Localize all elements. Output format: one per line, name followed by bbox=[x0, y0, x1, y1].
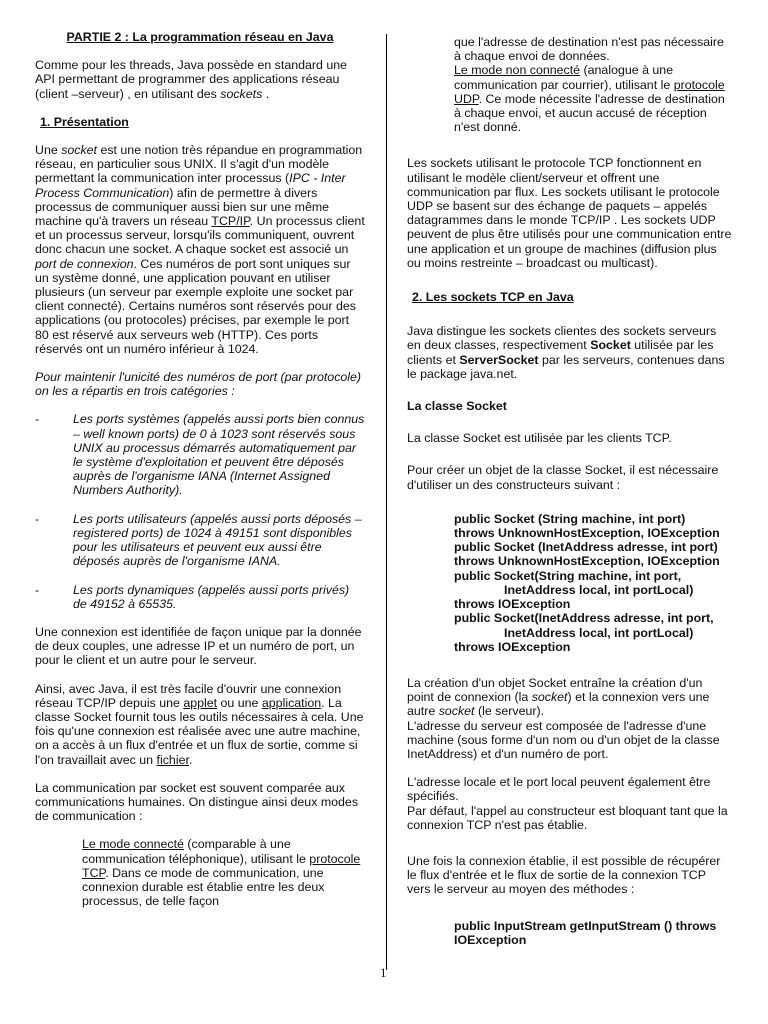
code-line: public Socket(InetAddress adresse, int port, bbox=[454, 611, 714, 626]
text-italic: IPC - Inter Process Communication bbox=[35, 171, 346, 200]
code-line: throws IOException bbox=[454, 597, 571, 612]
ports-intro: Pour maintenir l'unicité des numéros de port (par protocole) on les a répartis en trois catégories : bbox=[35, 370, 362, 399]
code-line: public Socket(String machine, int port, bbox=[454, 568, 682, 583]
constructor-list bbox=[407, 512, 732, 654]
text: (analogue à une communication par courrier), utilisant le bbox=[454, 63, 674, 92]
continuation-paragraph: que l'adresse de destination n'est pas nécessaire à chaque envoi de données. bbox=[454, 35, 724, 64]
column-divider bbox=[386, 34, 387, 970]
text: . Dans ce mode de communication, une connexion durable est établie entre les deux processus, de telle façon bbox=[82, 865, 325, 909]
creation-paragraph bbox=[407, 676, 732, 761]
distingue-paragraph bbox=[407, 324, 732, 381]
java-paragraph bbox=[35, 682, 365, 767]
code-line: public Socket (String machine, int port) bbox=[454, 511, 686, 526]
list-item bbox=[35, 412, 365, 497]
intro-italic: sockets bbox=[220, 86, 263, 101]
text: Ainsi, avec Java, il est très facile d'ouvrir une connexion réseau TCP/IP depuis une bbox=[35, 681, 342, 710]
left-column bbox=[35, 30, 365, 922]
creer-paragraph: Pour créer un objet de la classe Socket, il est nécessaire d'utiliser un des constructeurs suivant : bbox=[407, 463, 719, 492]
text: ou une bbox=[217, 695, 262, 710]
mode-non-connecte-link[interactable]: Le mode non connecté bbox=[454, 63, 581, 78]
section-heading-sockets-tcp bbox=[412, 290, 732, 304]
protocole-udp-link[interactable]: protocole UDP bbox=[454, 77, 725, 106]
intro-paragraph bbox=[35, 58, 365, 101]
text-italic: socket bbox=[531, 690, 568, 705]
list-item-text: Les ports dynamiques (appelés aussi ports privés) de 49152 à 65535. bbox=[73, 582, 350, 611]
list-item-text: Les ports systèmes (appelés aussi ports bien connus – well known ports) de 0 à 1023 sont réservés sous UNIX au processus démarrés automatiquement par le système d'exploitation et peuvent être déposés auprès de l'organisme IANA (Internet Assigned Numbers Authority). bbox=[73, 412, 365, 498]
text: Java distingue les sockets clientes des sockets serveurs en deux classes, respectivement bbox=[407, 324, 717, 353]
tcpip-link[interactable]: TCP/IP bbox=[211, 214, 250, 229]
mode-connecte-link[interactable]: Le mode connecté bbox=[82, 837, 184, 852]
section-heading-presentation bbox=[40, 115, 365, 129]
text: . Ces numéros de port sont uniques sur un système donné, une application pouvant en utiliser plusieurs (un serveur par exemple exploite une socket par client connecté). Certains numéros sont réservés pour des applications (ou protocoles) précises, par exemple le port 80 est réservé aux serveurs web (HTTP). Ces ports réservés ont un numéro inférieur à 1024. bbox=[35, 256, 356, 356]
right-column bbox=[407, 35, 732, 961]
text: (le serveur). bbox=[474, 704, 545, 719]
fichier-link[interactable]: fichier bbox=[156, 752, 189, 767]
section-1-label: 1. Présentation bbox=[40, 114, 129, 129]
protocole-tcp-link[interactable]: protocole TCP bbox=[82, 851, 361, 880]
socket-paragraph bbox=[35, 143, 365, 356]
text: L'adresse du serveur est composée de l'adresse d'une machine (sous forme d'un nom ou d'un objet de la classe InetAddress) et d'un numéro de port. bbox=[407, 718, 720, 761]
text: . La classe Socket fournit tous les outils nécessaires à cela. Une fois qu'une connexion est réalisée avec une autre machine, on a accès à un flux d'entrée et un flux de sortie, comme si l'on travaillait avec un bbox=[35, 695, 364, 767]
text: Une bbox=[35, 143, 62, 158]
text: par les serveurs, contenues dans le package java.net. bbox=[407, 352, 725, 381]
text: La création d'un objet Socket entraîne la création d'un point de connexion (la bbox=[407, 675, 703, 705]
method-signature: public InputStream getInputStream () throws IOException bbox=[454, 918, 717, 947]
classe-socket-paragraph: La classe Socket est utilisée par les clients TCP. bbox=[407, 431, 672, 446]
bullet-dash: - bbox=[35, 511, 40, 526]
applet-link[interactable]: applet bbox=[183, 695, 218, 710]
text: (comparable à une communication téléphonique), utilisant le bbox=[82, 837, 310, 866]
text: ) afin de permettre à divers processus de communiquer aussi bien sur une même machine qu'à travers un réseau bbox=[35, 185, 330, 229]
code-line: throws UnknownHostException, IOException bbox=[454, 554, 720, 569]
application-link[interactable]: application bbox=[261, 695, 322, 710]
code-line: public Socket (InetAddress adresse, int port) bbox=[454, 540, 718, 555]
text-italic: socket bbox=[61, 143, 97, 158]
text: . Ce mode nécessite l'adresse de destination à chaque envoi, et aucun accusé de réception n'est donné. bbox=[454, 91, 725, 135]
text: . bbox=[188, 752, 193, 767]
bullet-dash: - bbox=[35, 412, 40, 427]
code-line: throws IOException bbox=[454, 639, 571, 654]
intro-end: . bbox=[262, 86, 270, 101]
page-title: PARTIE 2 : La programmation réseau en Java bbox=[66, 30, 334, 44]
bullet-dash: - bbox=[35, 582, 40, 597]
fois-paragraph: Une fois la connexion établie, il est possible de récupérer le flux d'entrée et le flux de sortie de la connexion TCP vers le serveur au moyen des méthodes : bbox=[407, 853, 721, 897]
code-line: InetAddress local, int portLocal) bbox=[504, 625, 694, 640]
mode-connecte-paragraph bbox=[35, 837, 365, 908]
tcp-udp-paragraph: Les sockets utilisant le protocole TCP fonctionnent en utilisant le modèle client/serveur et offrent une communication par flux. Les sockets utilisant le protocole UDP se basent sur des échange de paquets – appelés datagrammes dans le monde TCP/IP . Les sockets UDP peuvent de plus être utilisés pour une communication entre une application et un groupe de machines (diffusion plus ou moins restreinte – broadcast ou multicast). bbox=[407, 156, 732, 270]
text: . Un processus client et un processus serveur, lorsqu'ils communiquent, ouvrent donc chacun une socket. A chaque socket est associé un bbox=[35, 214, 365, 257]
list-item bbox=[35, 583, 365, 611]
section-2-label: 2. Les sockets TCP en Java bbox=[412, 290, 574, 305]
communication-paragraph: La communication par socket est souvent comparée aux communications humaines. On distingue ainsi deux modes de communication : bbox=[35, 780, 359, 824]
code-line: throws UnknownHostException, IOException bbox=[454, 526, 720, 541]
mode-non-connecte-paragraph bbox=[407, 63, 732, 134]
list-item bbox=[35, 512, 365, 569]
text-bold: ServerSocket bbox=[459, 352, 539, 367]
connexion-paragraph: Une connexion est identifiée de façon unique par la donnée de deux couples, une adresse IP et un numéro de port, un pour le client et un autre pour le serveur. bbox=[35, 624, 362, 668]
text-bold: Socket bbox=[590, 338, 631, 353]
text: est une notion très répandue en programmation réseau, en particulier sous UNIX. Il s'agit d'un modèle permettant la communication inter processus ( bbox=[35, 143, 363, 186]
adresse-locale-paragraph: L'adresse locale et le port local peuvent également être spécifiés. bbox=[407, 775, 711, 804]
text: utilisée par les clients et bbox=[407, 338, 714, 367]
text-italic: socket bbox=[438, 704, 475, 719]
intro-text: Comme pour les threads, Java possède en standard une API permettant de programmer des applications réseau (client –serveur) , en utilisant des bbox=[35, 58, 348, 101]
text: ) et la connexion vers une autre bbox=[407, 690, 710, 719]
defaut-paragraph: Par défaut, l'appel au constructeur est bloquant tant que la connexion TCP n'est pas établie. bbox=[407, 803, 728, 832]
page-number: 1 bbox=[380, 965, 387, 980]
text-italic: port de connexion bbox=[35, 256, 134, 271]
list-item-text: Les ports utilisateurs (appelés aussi ports déposés – registered ports) de 1024 à 49151 sont disponibles pour les utilisateurs et peuvent eux aussi être déposés auprès de l'organisme IANA. bbox=[73, 511, 362, 569]
code-line: InetAddress local, int portLocal) bbox=[504, 582, 694, 597]
classe-socket-heading: La classe Socket bbox=[407, 399, 507, 414]
